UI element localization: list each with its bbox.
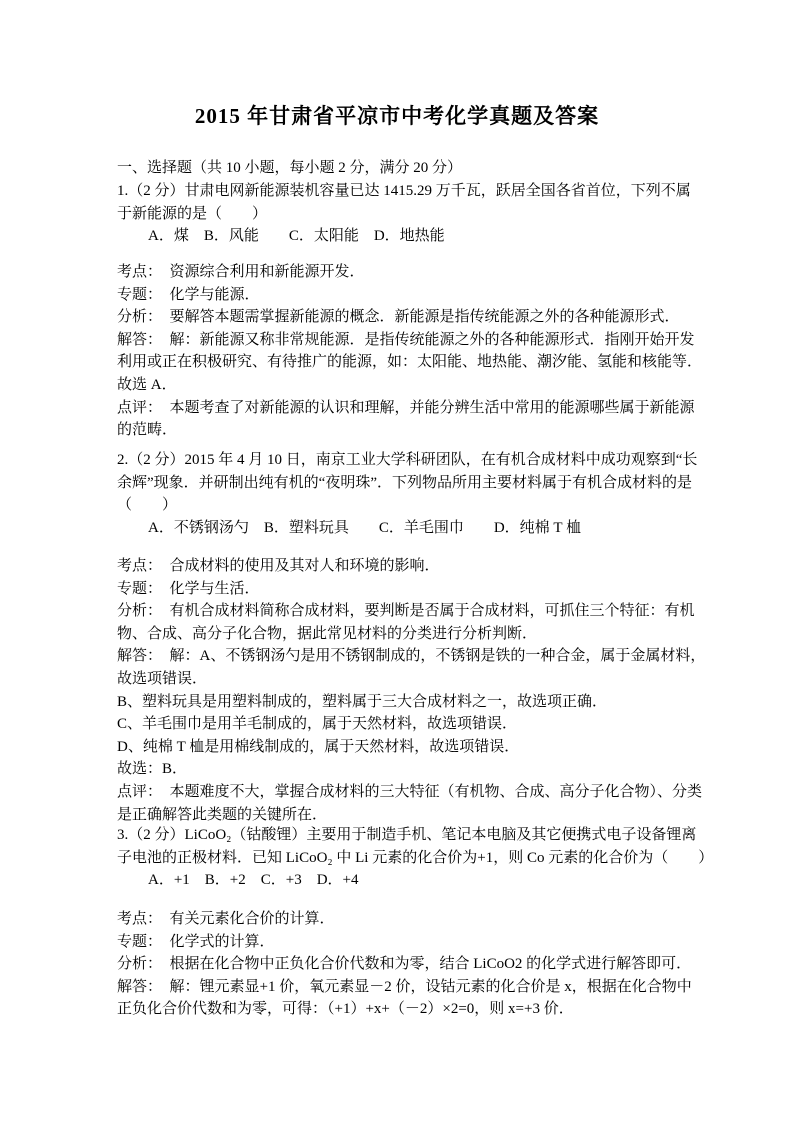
- question-1-analysis: [117, 261, 757, 442]
- question-2-analysis: [117, 555, 757, 826]
- question-1-detail-dianping-2: 的范畴．: [117, 422, 178, 439]
- question-2-stem-line-1: 2.（2 分）2015 年 4 月 10 日，南京工业大学科研团队，在有机合成材料中成功观察到“长: [117, 452, 698, 468]
- question-2-detail-fenxi-1: 分析： 有机合成材料简称合成材料，要判断是否属于合成材料，可抓住三个特征：有机: [117, 603, 695, 620]
- question-3: [117, 824, 757, 892]
- question-1-detail-answer: 故选 A．: [117, 376, 177, 393]
- question-1-detail-dianping-1: 点评： 本题考查了对新能源的认识和理解，并能分辨生活中常用的能源哪些属于新能源: [117, 399, 695, 416]
- question-2-stem-line-2: 余辉”现象．并研制出纯有机的“夜明珠”．下列物品所用主要材料属于有机合成材料的是: [117, 474, 692, 491]
- question-1-detail-jieda-2: 利用或正在积极研究、有待推广的能源，如：太阳能、地热能、潮汐能、氢能和核能等．: [117, 354, 703, 371]
- question-2-detail-fenxi-2: 物、合成、高分子化合物，据此常见材料的分类进行分析判断．: [117, 625, 538, 642]
- question-2-detail-option-c: C、羊毛围巾是用羊毛制成的，属于天然材料，故选项错误．: [117, 716, 518, 733]
- question-1-stem-line-1: 1.（2 分）甘肃电网新能源装机容量已达 1415.29 万千瓦，跃居全国各省首位，下列不属: [117, 183, 691, 199]
- question-3-detail-jieda-2: 正负化合价代数和为零，可得：（+1）+x+（－2）×2=0，则 x=+3 价．: [117, 1001, 574, 1018]
- question-2-detail-answer: 故选：B．: [117, 761, 188, 778]
- question-2-detail-dianping-2: 是正确解答此类题的关键所在．: [117, 806, 328, 823]
- question-2-detail-zhuanti: 专题： 化学与生活．: [117, 580, 260, 597]
- section-heading: 一、选择题（共 10 小题，每小题 2 分，满分 20 分）: [117, 160, 463, 176]
- question-3-detail-zhuanti: 专题： 化学式的计算．: [117, 933, 275, 950]
- section-heading-block: [117, 157, 757, 180]
- question-2-detail-option-b: B、塑料玩具是用塑料制成的，塑料属于三大合成材料之一，故选项正确．: [117, 693, 608, 710]
- question-3-options: A．+1 B．+2 C．+3 D．+4: [148, 872, 359, 889]
- question-3-stem-line-2: 子电池的正极材料．已知 LiCoO₂ 中 Li 元素的化合价为+1，则 Co 元素的化合价为（ ）: [117, 849, 714, 866]
- question-2-detail-option-d: D、纯棉 T 桖是用棉线制成的，属于天然材料，故选项错误．: [117, 738, 520, 755]
- question-1: [117, 180, 757, 248]
- question-3-stem-line-1: 3.（2 分）LiCoO₂（钴酸锂）主要用于制造手机、笔记本电脑及其它便携式电子设备锂离: [117, 827, 697, 843]
- question-1-stem-line-2: 于新能源的是（ ）: [117, 205, 268, 222]
- question-3-detail-jieda-1: 解答： 解：锂元素显+1 价，氧元素显－2 价，设钴元素的化合价是 x，根据在化合物中: [117, 978, 692, 995]
- question-2-options: A．不锈钢汤勺 B．塑料玩具 C．羊毛围巾 D．纯棉 T 桖: [148, 519, 582, 536]
- question-3-detail-fenxi: 分析： 根据在化合物中正负化合价代数和为零，结合 LiCoO2 的化学式进行解答即可．: [117, 956, 692, 973]
- question-3-analysis: [117, 908, 757, 1021]
- question-1-options: A．煤 B．风能 C．太阳能 D．地热能: [148, 228, 445, 245]
- question-3-detail-kaodian: 考点： 有关元素化合价的计算．: [117, 911, 335, 927]
- question-2-detail-jieda-2: 故选项错误．: [117, 670, 208, 687]
- document-title: 2015 年甘肃省平凉市中考化学真题及答案: [194, 104, 600, 128]
- question-2: [117, 449, 757, 539]
- question-1-detail-fenxi: 分析： 要解答本题需掌握新能源的概念．新能源是指传统能源之外的各种能源形式．: [117, 309, 680, 326]
- question-2-detail-jieda-1: 解答： 解：A、不锈钢汤勺是用不锈钢制成的，不锈钢是铁的一种合金，属于金属材料，: [117, 648, 706, 665]
- question-1-detail-zhuanti: 专题： 化学与能源．: [117, 286, 260, 303]
- question-2-stem-line-3: （ ）: [117, 497, 178, 514]
- question-2-detail-kaodian: 考点： 合成材料的使用及其对人和环境的影响．: [117, 558, 440, 574]
- question-1-detail-jieda-1: 解答： 解：新能源又称非常规能源．是指传统能源之外的各种能源形式．指刚开始开发: [117, 331, 695, 348]
- question-1-detail-kaodian: 考点： 资源综合利用和新能源开发．: [117, 264, 365, 280]
- question-2-detail-dianping-1: 点评： 本题难度不大，掌握合成材料的三大特征（有机物、合成、高分子化合物）、分类: [117, 783, 703, 800]
